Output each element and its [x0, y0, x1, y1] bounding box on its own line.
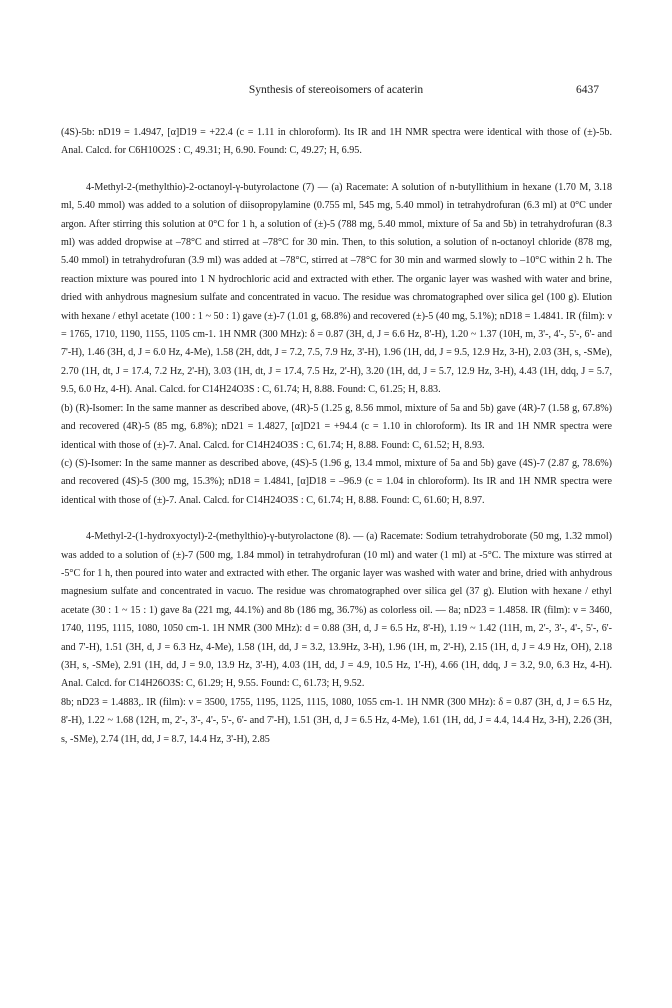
running-header — [0, 84, 672, 100]
body-text — [61, 124, 612, 749]
paragraph-compound-7-racemate: 4-Methyl-2-(methylthio)-2-octanoyl-γ-butyrolactone (7) — (a) Racemate: A solution of n-butyllithium in hexane (1.70 M, 3.18 ml, 5.40 mmol) was added to a solution of diisopropylamine (0.755 ml, 545 mg, 5.40 mmol) in tetrahydrofuran (6.3 ml) at 0°C under argon. After stirring this solution at 0°C for 1 h, a solution of (±)-5 (788 mg, 5.40 mmol, mixture of 5a and 5b) in tetrahydrofuran (8.3 ml) was added dropwise at –78°C and stirred at –78°C for 30 min. Then, to this solution, a solution of n-octanoyl chloride (878 mg, 5.40 mmol) in tetrahydrofuran (3.9 ml) was added at –78°C, stirred at –78°C for 30 min and warmed slowly to –10°C within 2 h. The reaction mixture was poured into 1 N hydrochloric acid and extracted with ether. The organic layer was washed with water and brine, dried with anhydrous magnesium sulfate and concentrated in vacuo. The residue was chromatographed over silica gel (100 g). Elution with hexane / ethyl acetate (100 : 1 ~ 50 : 1) gave (±)-7 (1.01 g, 68.8%) and recovered (±)-5 (40 mg, 5.1%); nD18 = 1.4841. IR (film): ν = 1765, 1710, 1190, 1155, 1105 cm-1. 1H NMR (300 MHz): δ = 0.87 (3H, d, J = 6.6 Hz, 8'-H), 1.20 ~ 1.37 (10H, m, 3'-, 4'-, 5'-, 6'- and 7'-H), 1.46 (3H, d, J = 6.0 Hz, 4-Me), 1.58 (2H, ddt, J = 7.2, 7.5, 7.9 Hz, 3'-H), 1.96 (1H, dd, J = 9.5, 12.9 Hz, 3-H), 2.03 (3H, s, -SMe), 2.70 (1H, dt, J = 17.4, 7.2 Hz, 2'-H), 3.03 (1H, dt, J = 17.4, 7.5 Hz, 2'-H), 3.20 (1H, dd, J = 5.7, 12.9 Hz, 3-H), 4.43 (1H, ddq, J = 5.7, 9.5, 6.0 Hz, 4-H). Anal. Calcd. for C14H24O3S : C, 61.74; H, 8.88. Found: C, 61.25; H, 8.83. — [61, 181, 612, 396]
paragraph-compound-7-s-isomer: (c) (S)-Isomer: In the same manner as described above, (4S)-5 (1.96 g, 13.4 mmol, mixture of 5a and 5b) gave (4S)-7 (2.87 g, 78.6%) and recovered (4S)-5 (300 mg, 15.3%); nD18 = 1.4841, [α]D18 = –96.9 (c = 1.04 in chloroform). Its IR and 1H NMR spectra were identical with those of (±)-7. Anal. Calcd. for C14H24O3S : C, 61.74; H, 8.88. Found: C, 61.60; H, 8.97. — [61, 457, 612, 506]
paragraph-4s-5b: (4S)-5b: nD19 = 1.4947, [α]D19 = +22.4 (c = 1.11 in chloroform). Its IR and 1H NMR spectra were identical with those of (±)-5b. Anal. Calcd. for C6H10O2S : C, 49.31; H, 6.90. Found: C, 49.27; H, 6.95. — [61, 127, 612, 157]
paragraph-compound-8b: 8b; nD23 = 1.4883,. IR (film): ν = 3500, 1755, 1195, 1125, 1115, 1080, 1055 cm-1. 1H NMR (300 MHz): δ = 0.87 (3H, d, J = 6.5 Hz, 8'-H), 1.22 ~ 1.68 (12H, m, 2'-, 3'-, 4'-, 5'-, 6'- and 7'-H), 1.51 (3H, d, J = 6.5 Hz, 4-Me), 1.61 (1H, dd, J = 4.4, 14.4 Hz, 3-H), 2.26 (3H, s, -SMe), 2.74 (1H, dd, J = 8.7, 14.4 Hz, 3'-H), 2.85 — [61, 696, 612, 745]
running-title: Synthesis of stereoisomers of acaterin — [248, 84, 424, 96]
page-number: 6437 — [576, 84, 599, 96]
paragraph-compound-8-racemate: 4-Methyl-2-(1-hydroxyoctyl)-2-(methylthio)-γ-butyrolactone (8). — (a) Racemate: Sodium tetrahydroborate (50 mg, 1.32 mmol) was added to a solution of (±)-7 (500 mg, 1.84 mmol) in tetrahydrofuran (10 ml) and water (1 ml) at -5°C. The mixture was stirred at -5°C for 1 h, then poured into water and extracted with ether. The organic layer was washed with water and brine, dried with anhydrous magnesium sulfate and concentrated in vacuo. The residue was chromatographed over silica gel (37 g). Elution with hexane / ethyl acetate (30 : 1 ~ 15 : 1) gave 8a (221 mg, 44.1%) and 8b (186 mg, 36.7%) as colorless oil. — 8a; nD23 = 1.4858. IR (film): ν = 3460, 1740, 1195, 1115, 1080, 1050 cm-1. 1H NMR (300 MHz): d = 0.88 (3H, d, J = 6.5 Hz, 8'-H), 1.19 ~ 1.42 (11H, m, 2'-, 3'-, 4'-, 5'-, 6'- and 7'-H), 1.51 (3H, d, J = 6.3 Hz, 4-Me), 1.58 (1H, dd, J = 3.2, 13.9Hz, 3-H), 1.96 (1H, m, 2'-H), 2.15 (1H, d, J = 4.9 Hz, OH), 2.18 (3H, s, -SMe), 2.91 (1H, dd, J = 9.0, 13.9 Hz, 3'-H), 4.03 (1H, dd, J = 4.9, 10.5 Hz, 1'-H), 4.66 (1H, ddq, J = 3.2, 9.0, 6.3 Hz, 4-H). Anal. Calcd. for C14H26O3S: C, 61.29; H, 9.55. Found: C, 61.73; H, 9.52. — [61, 531, 612, 690]
paragraph-compound-7-r-isomer: (b) (R)-Isomer: In the same manner as described above, (4R)-5 (1.25 g, 8.56 mmol, mixture of 5a and 5b) gave (4R)-7 (1.58 g, 67.8%) and recovered (4R)-5 (85 mg, 6.8%); nD21 = 1.4827, [α]D21 = +94.4 (c = 1.10 in chloroform). Its IR and 1H NMR spectra were identical with those of (±)-7. Anal. Calcd. for C14H24O3S : C, 61.74; H, 8.88. Found: C, 61.52; H, 8.93. — [61, 402, 612, 451]
